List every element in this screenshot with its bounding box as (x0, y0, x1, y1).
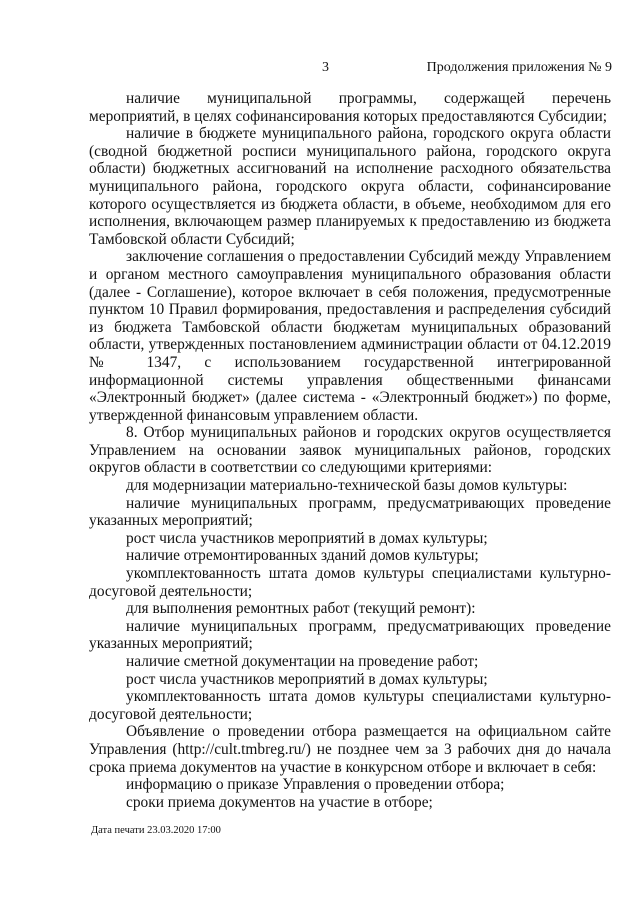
paragraph: для выполнения ремонтных работ (текущий ремонт): (126, 600, 476, 618)
paragraph: информацию о приказе Управления о проведении отбора; (126, 776, 505, 794)
paragraph: наличие муниципальных программ, предусматривающих проведение указанных мероприятий; (89, 494, 611, 530)
page-number: 3 (322, 60, 329, 75)
paragraph: наличие муниципальных программ, предусматривающих проведение указанных мероприятий; (89, 617, 611, 653)
paragraph: рост числа участников мероприятий в домах культуры; (126, 670, 488, 688)
continuation-label: Продолжения приложения № 9 (426, 60, 612, 75)
paragraph: для модернизации материально-технической базы домов культуры: (126, 477, 568, 495)
paragraph: наличие отремонтированных зданий домов культуры; (126, 547, 479, 565)
paragraph: наличие сметной документации на проведение работ; (126, 653, 479, 670)
paragraph: сроки приема документов на участие в отборе; (126, 793, 433, 811)
paragraph: заключение соглашения о предоставлении Субсидий между Управлением и органом местного самоуправления муниципального образования области (далее - Соглашение), которое включает в себя положения, предусмотренные пунктом 10 Правил формирования, предоставления и распределения субсидий из бюджета Тамбовской области бюджетам муниципальных образований области, утвержденных постановлением администрации области от 04.12.2019 № 1347, с использованием государственной интегрированной информационной системы управления общественными финансами «Электронный бюджет» (далее система - «Электронный бюджет») по форме, утвержденной финансовым управлением области. (89, 248, 611, 424)
paragraph: укомплектованность штата домов культуры специалистами культурно-досуговой деятельности; (89, 565, 611, 600)
paragraph: рост числа участников мероприятий в домах культуры; (126, 529, 488, 547)
paragraph: 8. Отбор муниципальных районов и городских округов осуществляется Управлением на основании заявок муниципальных районов, городских округов области в соответствии со следующими критериями: (89, 424, 611, 477)
paragraph: укомплектованность штата домов культуры специалистами культурно-досуговой деятельности; (89, 688, 611, 723)
paragraph: наличие в бюджете муниципального района, городского округа области (сводной бюджетной росписи муниципального района, городского округа области) бюджетных ассигнований на исполнение расходного обязательства муниципального района, городского округа области, софинансирование которого осуществляется из бюджета области, в объеме, необходимом для его исполнения, включающем размер планируемых к предоставлению из бюджета Тамбовской области Субсидий; (89, 125, 611, 248)
print-date: Дата печати 23.03.2020 17:00 (91, 825, 221, 836)
paragraph: наличие муниципальной программы, содержащей перечень мероприятий, в целях софинансирования которых предоставляются Субсидии; (89, 90, 611, 125)
document-body (89, 90, 611, 811)
paragraph: Объявление о проведении отбора размещается на официальном сайте Управления (http://cult.tmbreg.ru/) не позднее чем за 3 рабочих дня до начала срока приема документов на участие в конкурсном отборе и включает в себя: (89, 723, 611, 776)
